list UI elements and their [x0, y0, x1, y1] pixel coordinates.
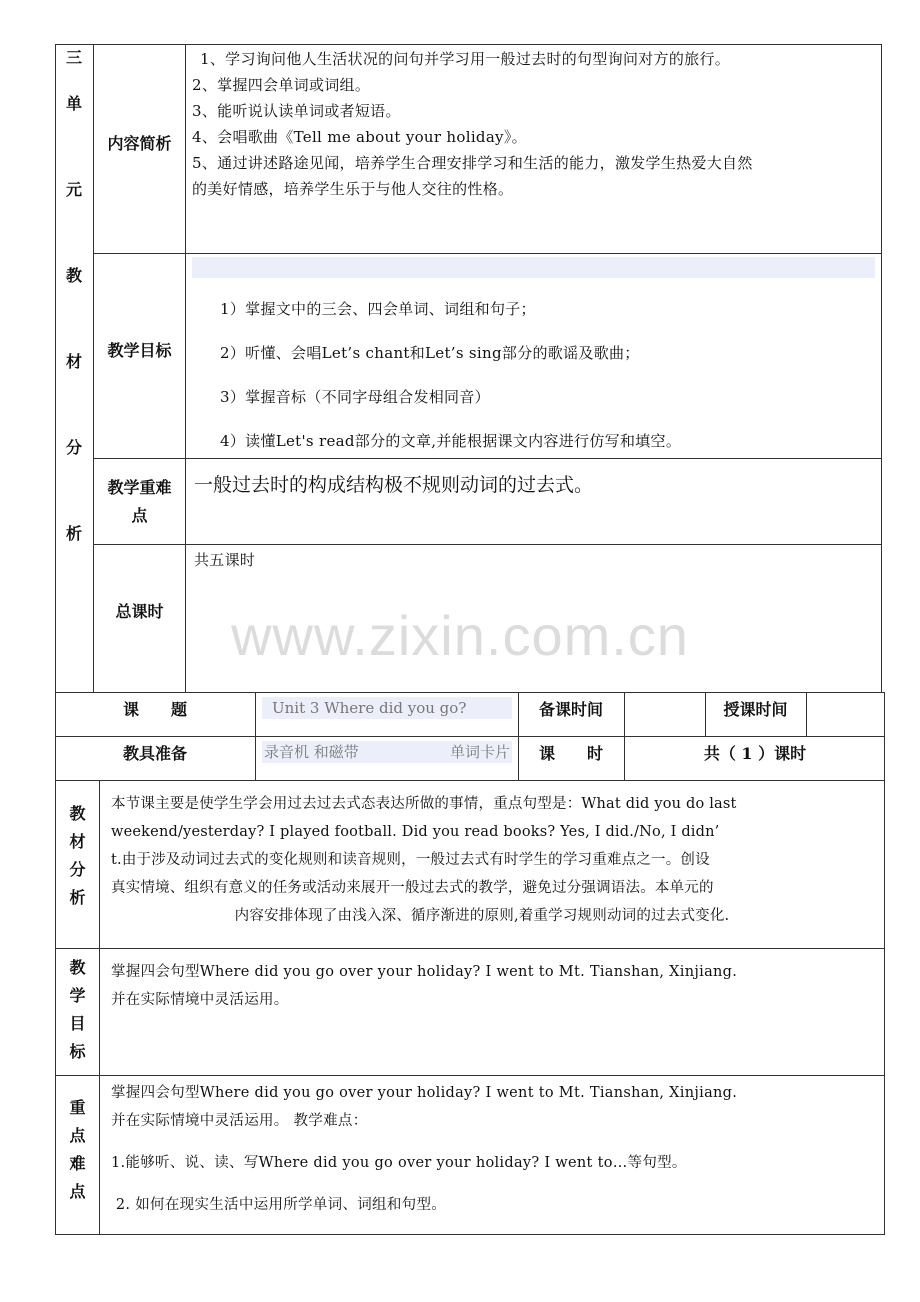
analysis-line: 真实情境、组织有意义的任务或活动来展开一般过去式的教学，避免过分强调语法。本单元的: [111, 880, 714, 896]
prep-time-label: 备课时间: [538, 699, 603, 719]
divider: [93, 253, 882, 254]
key-label: [94, 459, 185, 544]
tools-label: 教具准备: [122, 743, 187, 763]
goals-shade: [192, 257, 875, 278]
label-char: 标: [69, 1042, 86, 1061]
goal-line: 4）读懂Let's read部分的文章,并能根据课文内容进行仿写和填空。: [220, 432, 682, 450]
lesson-key-label: [56, 1094, 99, 1206]
analysis-text: [111, 790, 883, 930]
key-line: 掌握四会句型Where did you go over your holiday? I went to Mt. Tianshan, Xinjiang.: [111, 1085, 738, 1101]
label-char: 点: [69, 1182, 86, 1201]
divider: [185, 44, 186, 693]
side-char: 分: [66, 438, 83, 457]
content-line: 5、通过讲述路途见闻，培养学生合理安排学习和生活的能力，激发学生热爱大自然: [192, 154, 753, 172]
analysis-line: 内容安排体现了由浅入深、循序渐进的原则,着重学习规则动词的过去式变化.: [234, 908, 730, 924]
side-char: 单: [66, 94, 83, 113]
content-line: 1、学习询问他人生活状况的问句并学习用一般过去时的句型询问对方的旅行。: [200, 50, 731, 68]
period-label: 课 时: [538, 743, 603, 763]
tools-value: [262, 741, 512, 763]
content-line: 2、掌握四会单词或词组。: [192, 76, 371, 94]
goal-line: 3）掌握音标（不同字母组合发相同音）: [220, 388, 490, 406]
goal-text: [111, 958, 883, 1014]
divider: [55, 948, 885, 949]
label-char: 学: [69, 986, 86, 1005]
lesson-key-text: [111, 1079, 883, 1219]
label-char: 教: [69, 804, 86, 823]
side-char: 三: [66, 48, 83, 67]
watermark: www.zixin.com.cn: [231, 604, 689, 667]
goal-label: [56, 954, 99, 1066]
key-label-text: 教学重难点: [107, 477, 172, 525]
content-text: [192, 46, 878, 202]
label-char: 点: [69, 1126, 86, 1145]
key-line: 1.能够听、说、读、写Where did you go over your holiday? I went to…等句型。: [111, 1155, 687, 1171]
period-value: 共（ 1 ）课时: [703, 743, 807, 763]
label-char: 教: [69, 958, 86, 977]
side-char: 教: [66, 266, 83, 285]
prep-time-value: [626, 692, 704, 736]
content-line: 4、会唱歌曲《Tell me about your holiday》。: [192, 128, 527, 146]
goal-line: 2）听懂、会唱Let’s chant和Let’s sing部分的歌谣及歌曲；: [220, 344, 640, 362]
divider: [93, 544, 882, 545]
side-char: 元: [66, 180, 83, 199]
goals-text: [220, 287, 875, 463]
label-char: 分: [69, 860, 86, 879]
label-char: 重: [69, 1098, 86, 1117]
analysis-label: [56, 800, 99, 912]
hours-label: 总课时: [115, 601, 164, 621]
key-line: 2. 如何在现实生活中运用所学单词、词组和句型。: [111, 1197, 447, 1213]
tools-value-2: 单词卡片: [449, 743, 510, 761]
analysis-line: weekend/yesterday? I played football. Did you read books? Yes, I did./No, I didn’: [111, 824, 720, 840]
label-char: 目: [69, 1014, 86, 1033]
side-char: 材: [66, 352, 83, 371]
topic-label: 课 题: [122, 699, 187, 719]
label-char: 材: [69, 832, 86, 851]
analysis-line: 本节课主要是使学生学会用过去过去式态表达所做的事情，重点句型是：What did you do last: [111, 796, 737, 812]
teach-time-label: 授课时间: [723, 699, 788, 719]
content-line: 3、能听说认读单词或者短语。: [192, 102, 401, 120]
topic-value: Unit 3 Where did you go?: [262, 697, 512, 719]
goals-label: 教学目标: [107, 340, 172, 360]
divider: [55, 1075, 885, 1076]
label-char: 难: [69, 1154, 86, 1173]
divider: [55, 780, 885, 781]
divider: [99, 780, 100, 1235]
goal-line: 1）掌握文中的三会、四会单词、词组和句子；: [220, 300, 536, 318]
key-text: 一般过去时的构成结构极不规则动词的过去式。: [194, 474, 594, 496]
content-label: 内容简析: [107, 133, 172, 153]
side-char: 析: [66, 524, 83, 543]
goal-line: 并在实际情境中灵活运用。: [111, 992, 289, 1008]
content-line: 的美好情感，培养学生乐于与他人交往的性格。: [192, 180, 514, 198]
goal-line: 掌握四会句型Where did you go over your holiday? I went to Mt. Tianshan, Xinjiang.: [111, 964, 738, 980]
teach-time-value: [807, 692, 885, 736]
analysis-line: t.由于涉及动词过去式的变化规则和读音规则，一般过去式有时学生的学习重难点之一。创设: [111, 852, 710, 868]
hours-text: 共五课时: [194, 551, 256, 569]
key-line: 并在实际情境中灵活运用。 教学难点：: [111, 1113, 368, 1129]
tools-value-1: 录音机 和磁带: [264, 743, 359, 761]
label-char: 析: [69, 888, 86, 907]
divider: [255, 692, 256, 780]
